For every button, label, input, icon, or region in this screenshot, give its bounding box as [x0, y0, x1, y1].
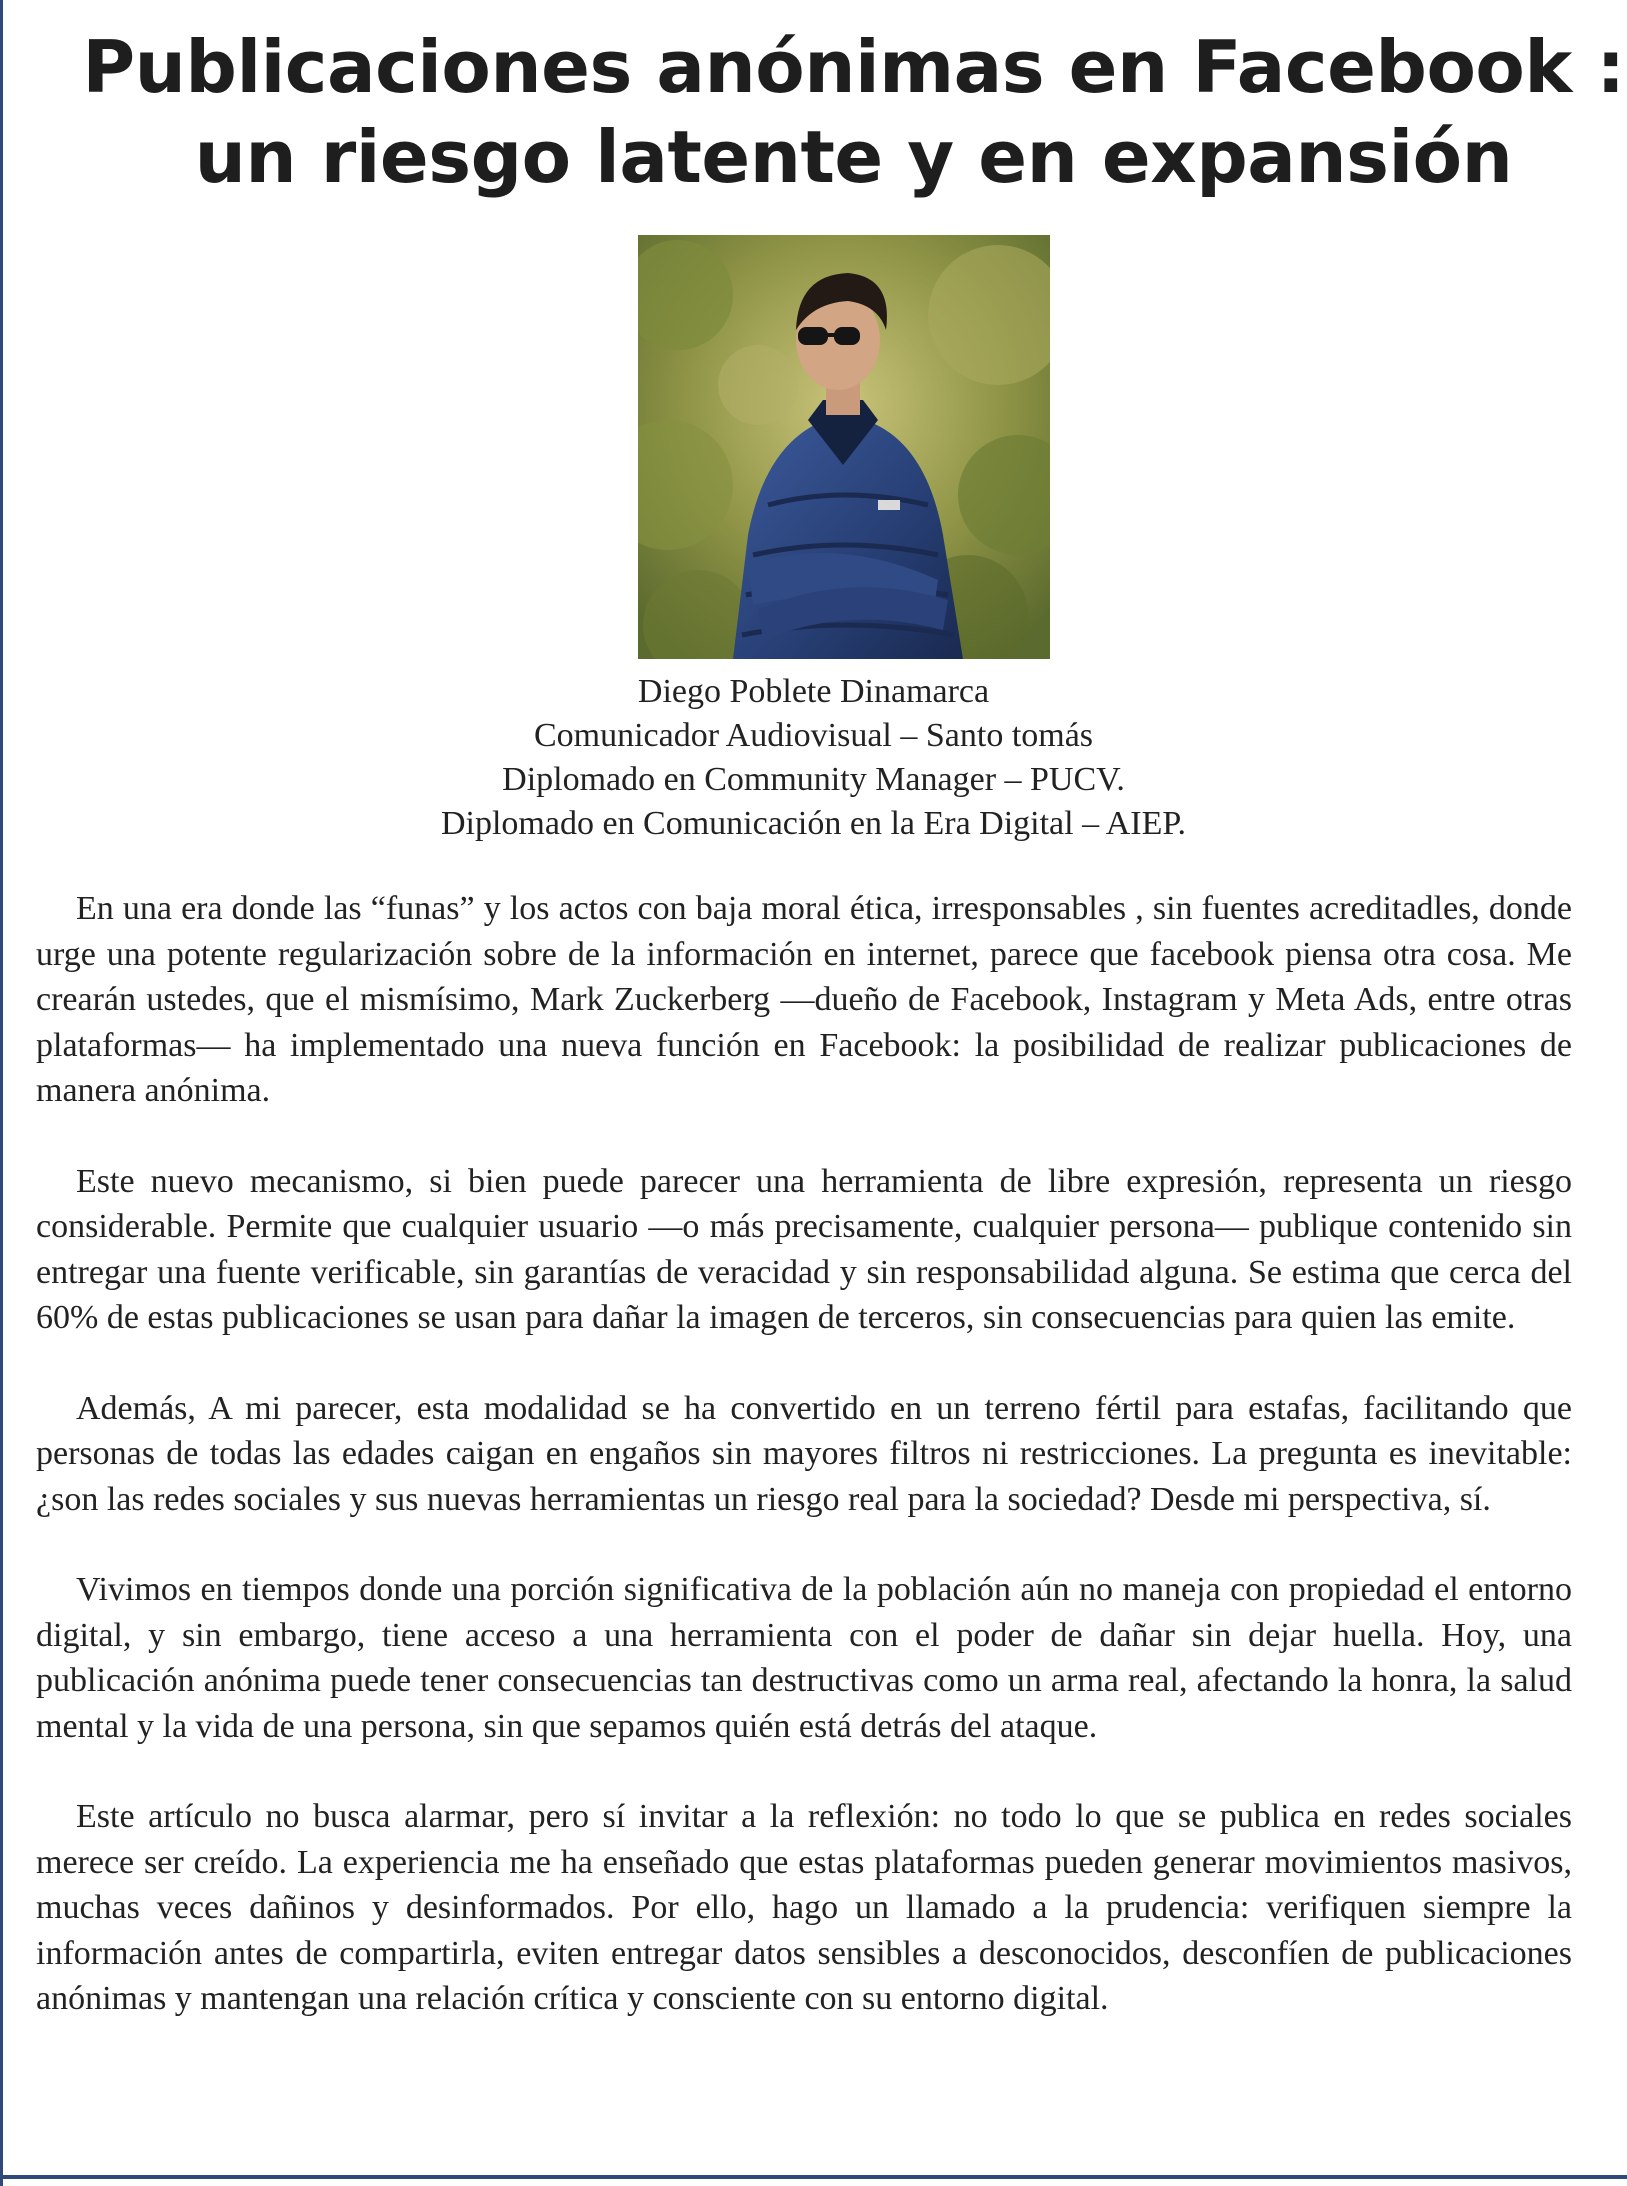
paragraph-3: Además, A mi parecer, esta modalidad se ha convertido en un terreno fértil para estafas, facilitando que personas de todas las edades caigan en engaños sin mayores filtros ni restricciones. La pregunta es inevitable: ¿son las redes sociales y sus nuevas herramientas un riesgo real para la sociedad? Desde mi perspectiva, sí. [36, 1389, 1572, 1518]
author-photo-illustration [638, 235, 1050, 659]
author-photo [638, 235, 1050, 659]
author-credential-2: Diplomado en Community Manager – PUCV. [502, 761, 1125, 798]
title-line-2: un riesgo latente y en expansión [194, 115, 1513, 199]
author-byline [0, 670, 1627, 846]
author-credential-3: Diplomado en Comunicación en la Era Digital – AIEP. [440, 805, 1186, 842]
title-line-1: Publicaciones anónimas en Facebook : [82, 25, 1625, 109]
author-credential-1: Comunicador Audiovisual – Santo tomás [533, 717, 1094, 754]
paragraph-4: Vivimos en tiempos donde una porción significativa de la población aún no maneja con propiedad el entorno digital, y sin embargo, tiene acceso a una herramienta con el poder de dañar sin dejar huella. Hoy, una publicación anónima puede tener consecuencias tan destructivas como un arma real, afectando la honra, la salud mental y la vida de una persona, sin que sepamos quién está detrás del ataque. [36, 1571, 1572, 1745]
article-title [60, 22, 1627, 202]
paragraph-2: Este nuevo mecanismo, si bien puede parecer una herramienta de libre expresión, representa un riesgo considerable. Permite que cualquier usuario —o más precisamente, cualquier persona— publique contenido sin entregar una fuente verificable, sin garantías de veracidad y sin responsabilidad alguna. Se estima que cerca del 60% de estas publicaciones se usan para dañar la imagen de terceros, sin consecuencias para quien las emite. [36, 1162, 1572, 1336]
paragraph-1: En una era donde las “funas” y los actos con baja moral ética, irresponsables , sin fuentes acreditadles, donde urge una potente regularización sobre de la información en internet, parece que facebook piensa otra cosa. Me crearán ustedes, que el mismísimo, Mark Zuckerberg —dueño de Facebook, Instagram y Meta Ads, entre otras plataformas— ha implementado una nueva función en Facebook: la posibilidad de realizar publicaciones de manera anónima. [36, 890, 1572, 1109]
article-body [36, 886, 1572, 2067]
author-name: Diego Poblete Dinamarca [637, 673, 990, 710]
paragraph-5: Este artículo no busca alarmar, pero sí invitar a la reflexión: no todo lo que se publica en redes sociales merece ser creído. La experiencia me ha enseñado que estas plataformas pueden generar movimientos masivos, muchas veces dañinos y desinformados. Por ello, hago un llamado a la prudencia: verifiquen siempre la información antes de compartirla, eviten entregar datos sensibles a desconocidos, desconfíen de publicaciones anónimas y mantengan una relación crítica y consciente con su entorno digital. [36, 1798, 1572, 2017]
page-edge-rule [0, 0, 3, 2186]
bottom-rule [0, 2175, 1627, 2179]
